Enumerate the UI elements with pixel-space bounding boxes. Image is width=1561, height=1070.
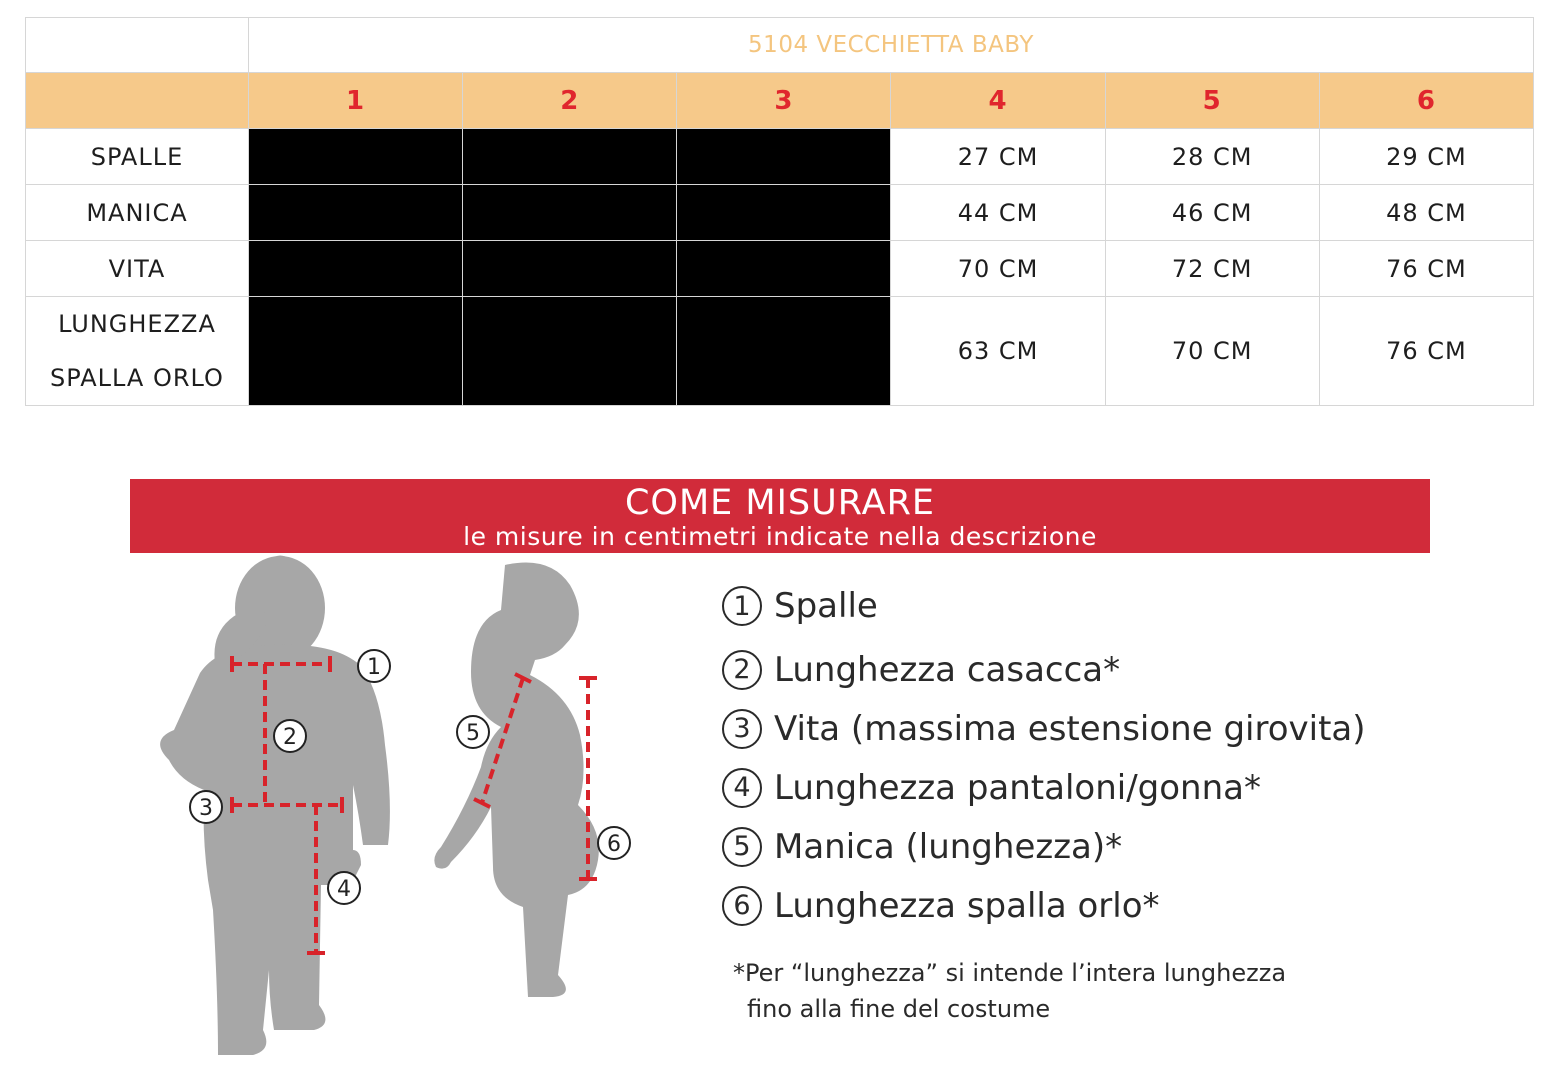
measurement-figures <box>130 553 690 1063</box>
legend-text: Spalle <box>774 586 878 626</box>
unavailable-cell <box>249 129 463 185</box>
unavailable-cell <box>249 297 463 406</box>
legend-item <box>722 699 1442 758</box>
legend-number: 3 <box>722 709 762 749</box>
table-row <box>26 241 1534 297</box>
unavailable-cell <box>463 185 677 241</box>
size-header: 3 <box>677 73 891 129</box>
value-cell: 48 CM <box>1319 185 1533 241</box>
marker-1-icon <box>358 650 390 682</box>
marker-label: 4 <box>337 877 351 902</box>
table-row <box>26 129 1534 185</box>
unavailable-cell <box>677 241 891 297</box>
row-label-line: LUNGHEZZA <box>58 310 216 338</box>
value-cell: 28 CM <box>1105 129 1319 185</box>
value-cell: 70 CM <box>891 241 1105 297</box>
table-row <box>26 297 1534 406</box>
marker-3-icon <box>190 791 222 823</box>
size-table <box>25 17 1534 406</box>
note-line: *Per “lunghezza” si intende l’intera lunghezza <box>733 959 1287 987</box>
unavailable-cell <box>463 297 677 406</box>
table-title-row <box>26 18 1534 73</box>
legend-number: 4 <box>722 768 762 808</box>
marker-6-icon <box>598 827 630 859</box>
marker-label: 3 <box>199 796 213 821</box>
legend-number: 1 <box>722 586 762 626</box>
unavailable-cell <box>677 129 891 185</box>
value-cell: 44 CM <box>891 185 1105 241</box>
measure-legend <box>722 580 1442 935</box>
banner-subtitle: le misure in centimetri indicate nella descrizione <box>463 522 1097 551</box>
row-label <box>26 297 249 406</box>
legend-item <box>722 640 1442 699</box>
marker-label: 1 <box>367 655 381 680</box>
marker-label: 5 <box>466 721 480 746</box>
length-note <box>733 955 1433 1027</box>
girl-silhouette-icon <box>434 563 599 998</box>
value-cell: 76 CM <box>1319 297 1533 406</box>
row-label: MANICA <box>26 185 249 241</box>
legend-number: 6 <box>722 886 762 926</box>
legend-text: Lunghezza spalla orlo* <box>774 885 1160 926</box>
unavailable-cell <box>249 241 463 297</box>
legend-item <box>722 580 1442 632</box>
legend-item <box>722 758 1442 817</box>
value-cell: 63 CM <box>891 297 1105 406</box>
value-cell: 70 CM <box>1105 297 1319 406</box>
size-header: 4 <box>891 73 1105 129</box>
unavailable-cell <box>463 129 677 185</box>
marker-4-icon <box>328 872 360 904</box>
unavailable-cell <box>463 241 677 297</box>
value-cell: 27 CM <box>891 129 1105 185</box>
value-cell: 72 CM <box>1105 241 1319 297</box>
value-cell: 76 CM <box>1319 241 1533 297</box>
size-header: 2 <box>463 73 677 129</box>
size-header: 5 <box>1105 73 1319 129</box>
legend-item <box>722 817 1442 876</box>
marker-label: 2 <box>283 725 297 750</box>
size-header-row <box>26 73 1534 129</box>
table-row <box>26 185 1534 241</box>
row-label: VITA <box>26 241 249 297</box>
how-to-measure-banner <box>130 479 1430 553</box>
legend-text: Vita (massima estensione girovita) <box>774 708 1366 749</box>
value-cell: 46 CM <box>1105 185 1319 241</box>
marker-label: 6 <box>607 832 621 857</box>
row-label-line: SPALLA ORLO <box>50 364 224 392</box>
legend-item <box>722 876 1442 935</box>
unavailable-cell <box>249 185 463 241</box>
marker-5-icon <box>457 716 489 748</box>
legend-text: Lunghezza casacca* <box>774 649 1121 690</box>
size-header: 1 <box>249 73 463 129</box>
banner-title: COME MISURARE <box>624 483 936 523</box>
row-label: SPALLE <box>26 129 249 185</box>
legend-number: 2 <box>722 650 762 690</box>
header-blank-cell <box>26 73 249 129</box>
product-title: 5104 VECCHIETTA BABY <box>249 18 1534 73</box>
legend-text: Lunghezza pantaloni/gonna* <box>774 767 1261 808</box>
note-line: fino alla fine del costume <box>747 995 1051 1023</box>
legend-number: 5 <box>722 827 762 867</box>
marker-2-icon <box>274 720 306 752</box>
size-header: 6 <box>1319 73 1533 129</box>
value-cell: 29 CM <box>1319 129 1533 185</box>
corner-cell <box>26 18 249 73</box>
unavailable-cell <box>677 297 891 406</box>
unavailable-cell <box>677 185 891 241</box>
legend-text: Manica (lunghezza)* <box>774 826 1123 867</box>
